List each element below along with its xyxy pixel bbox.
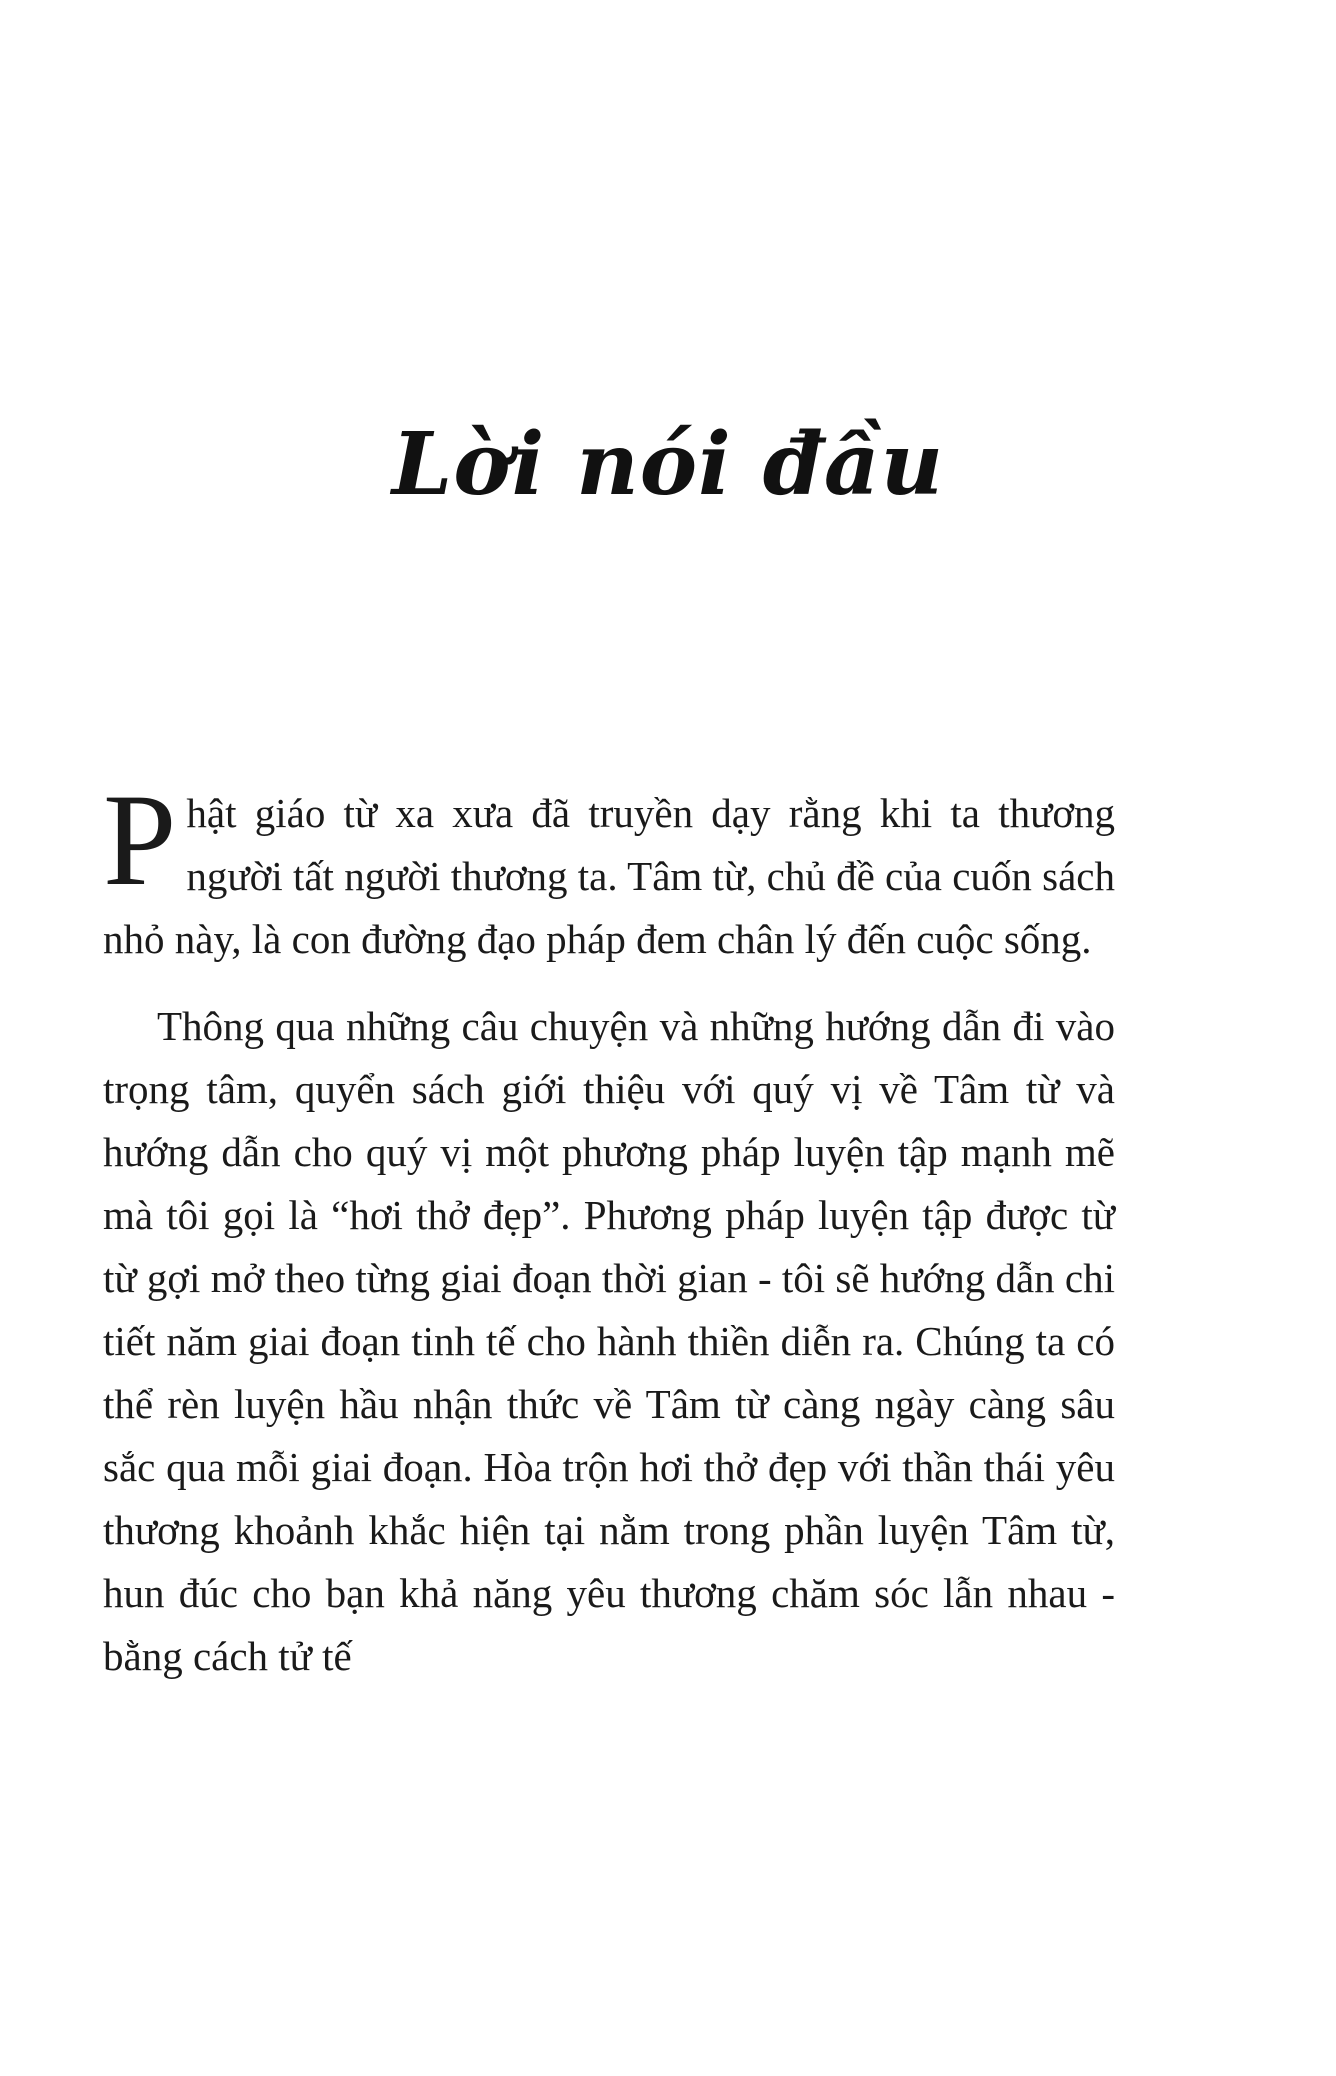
paragraph-1: Phật giáo từ xa xưa đã truyền dạy rằng khi ta thương người tất người thương ta. Tâm từ, chủ đề của cuốn sách nhỏ này, là con đường đạo pháp đem chân lý đến cuộc sống.: [103, 766, 1115, 962]
paragraph-2: Thông qua những câu chuyện và những hướng dẫn đi vào trọng tâm, quyển sách giới thiệu với quý vị về Tâm từ và hướng dẫn cho quý vị một phương pháp luyện tập mạnh mẽ mà tôi gọi là “hơi thở đẹp”. Phương pháp luyện tập được từ từ gợi mở theo từng giai đoạn thời gian - tôi sẽ hướng dẫn chi tiết năm giai đoạn tinh tế cho hành thiền diễn ra. Chúng ta có thể rèn luyện hầu nhận thức về Tâm từ càng ngày càng sâu sắc qua mỗi giai đoạn. Hòa trộn hơi thở đẹp với thần thái yêu thương khoảnh khắc hiện tại nằm trong phần luyện Tâm từ, hun đúc cho bạn khả năng yêu thương chăm sóc lẫn nhau - bằng cách tử tế: [103, 1003, 1115, 1679]
page-title: Lời nói đầu: [391, 414, 945, 515]
body-text: [103, 766, 1115, 1688]
